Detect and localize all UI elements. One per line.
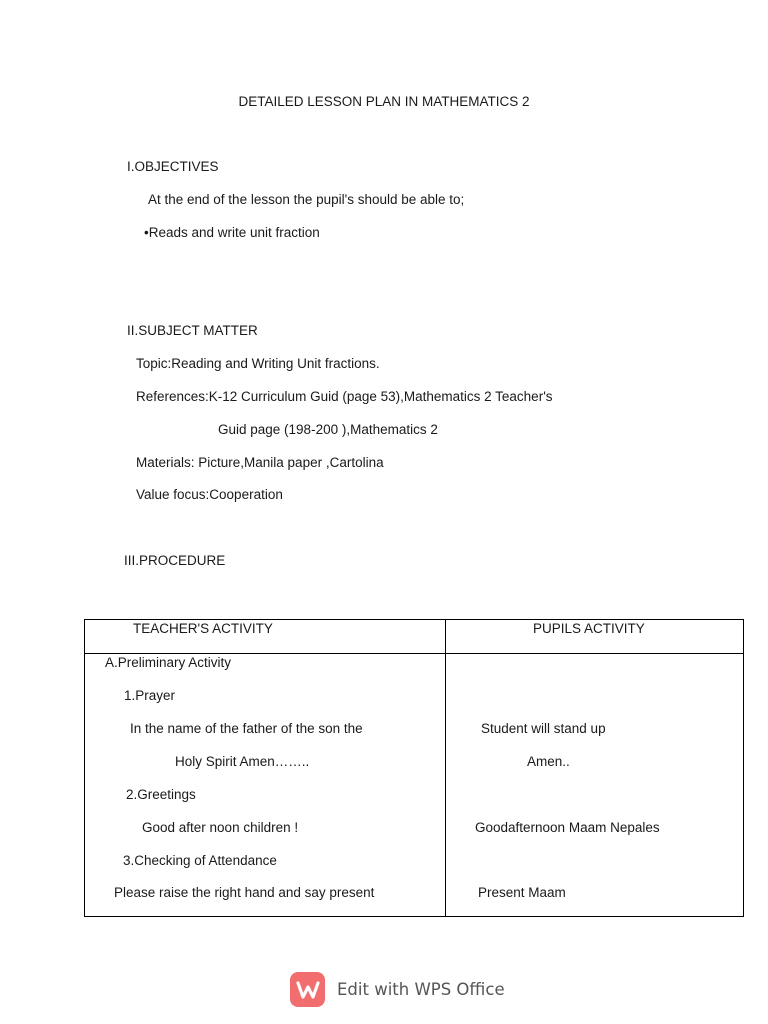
teacher-activity-line: Holy Spirit Amen…….. <box>175 754 310 769</box>
table-column-divider <box>445 620 446 916</box>
procedure-heading: III.PROCEDURE <box>124 553 226 568</box>
references-text: References:K-12 Curriculum Guid (page 53),Mathematics 2 Teacher's <box>136 389 553 404</box>
edit-with-wps-office-button[interactable] <box>290 972 505 1007</box>
subject-matter-heading: II.SUBJECT MATTER <box>127 323 258 338</box>
document-title: DETAILED LESSON PLAN IN MATHEMATICS 2 <box>238 94 530 109</box>
pupil-activity-line: Student will stand up <box>481 721 606 736</box>
wps-office-logo-icon <box>290 972 325 1007</box>
pupil-activity-line: Amen.. <box>527 754 570 769</box>
teacher-activity-line: Please raise the right hand and say present <box>114 885 375 900</box>
teacher-activity-line: In the name of the father of the son the <box>130 721 363 736</box>
table-header-pupils: PUPILS ACTIVITY <box>533 621 645 636</box>
pupil-activity-line: Present Maam <box>478 885 566 900</box>
value-focus-text: Value focus:Cooperation <box>136 487 283 502</box>
objectives-heading: I.OBJECTIVES <box>127 159 219 174</box>
materials-text: Materials: Picture,Manila paper ,Cartolina <box>136 455 384 470</box>
pupil-activity-line: Goodafternoon Maam Nepales <box>475 820 660 835</box>
teacher-activity-line: A.Preliminary Activity <box>105 655 232 670</box>
teacher-activity-line: Good after noon children ! <box>142 820 299 835</box>
wps-edit-label: Edit with WPS Office <box>337 980 505 999</box>
topic-text: Topic:Reading and Writing Unit fractions. <box>136 356 380 371</box>
procedure-table <box>84 619 744 917</box>
teacher-activity-line: 1.Prayer <box>124 688 176 703</box>
objective-item: •Reads and write unit fraction <box>144 225 320 240</box>
teacher-activity-line: 3.Checking of Attendance <box>123 853 277 868</box>
objectives-intro: At the end of the lesson the pupil's should be able to; <box>148 192 465 207</box>
references-text-continued: Guid page (198-200 ),Mathematics 2 <box>218 422 438 437</box>
teacher-activity-line: 2.Greetings <box>126 787 196 802</box>
table-header-teacher: TEACHER'S ACTIVITY <box>133 621 273 636</box>
